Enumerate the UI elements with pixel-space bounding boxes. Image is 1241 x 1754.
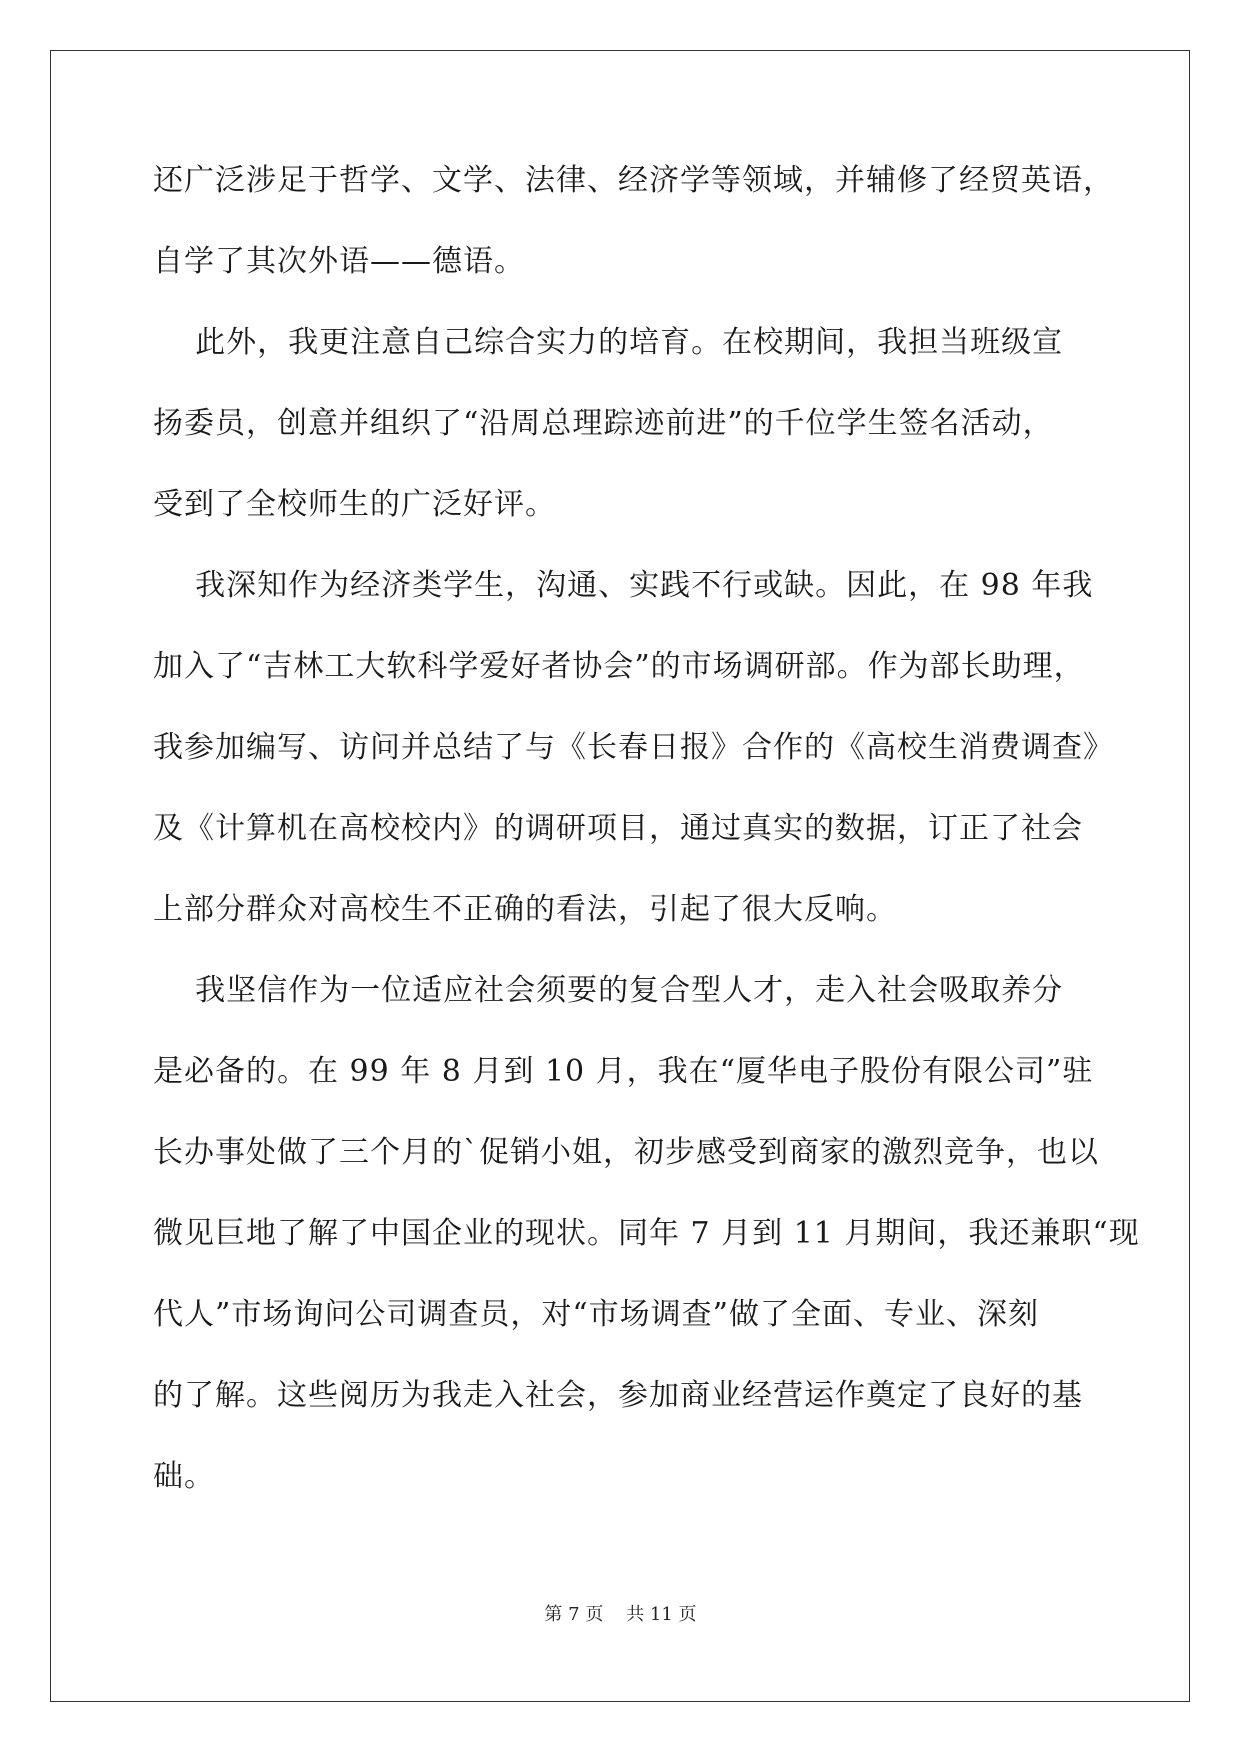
text-line: 是必备的。在 99 年 8 月到 10 月，我在“厦华电子股份有限公司”驻: [153, 1054, 1094, 1089]
text-line: 自学了其次外语——德语。: [153, 244, 525, 279]
document-body: [153, 163, 1140, 1540]
text-line: 加入了“吉林工大软科学爱好者协会”的市场调研部。作为部长助理，: [153, 649, 1085, 684]
text-line: 的了解。这些阅历为我走入社会，参加商业经营运作奠定了良好的基: [153, 1378, 1083, 1413]
text-line: 代人”市场询问公司调查员，对“市场调查”做了全面、专业、深刻: [153, 1297, 1040, 1332]
text-line: 还广泛涉足于哲学、文学、法律、经济学等领域，并辅修了经贸英语，: [153, 163, 1114, 198]
text-line: 长办事处做了三个月的`促销小姐，初步感受到商家的激烈竞争，也以: [153, 1135, 1099, 1170]
text-line: 上部分群众对高校生不正确的看法，引起了很大反响。: [153, 892, 897, 927]
text-line: 微见巨地了解了中国企业的现状。同年 7 月到 11 月期间，我还兼职“现: [153, 1216, 1140, 1251]
paragraph-start-line: 此外，我更注意自己综合实力的培育。在校期间，我担当班级宣: [153, 325, 1064, 360]
text-line: 受到了全校师生的广泛好评。: [153, 487, 556, 522]
page-number-footer: 第 7 页 共 11 页: [544, 1604, 697, 1625]
text-line: 扬委员，创意并组织了“沿周总理踪迹前进”的千位学生签名活动，: [153, 406, 1054, 441]
text-line: 我参加编写、访问并总结了与《长春日报》合作的《高校生消费调查》: [153, 730, 1114, 765]
text-line: 及《计算机在高校校内》的调研项目，通过真实的数据，订正了社会: [153, 811, 1083, 846]
paragraph-start-line: 我深知作为经济类学生，沟通、实践不行或缺。因此，在 98 年我: [153, 568, 1094, 603]
paragraph-start-line: 我坚信作为一位适应社会须要的复合型人才，走入社会吸取养分: [153, 973, 1064, 1008]
text-line: 础。: [153, 1459, 215, 1494]
